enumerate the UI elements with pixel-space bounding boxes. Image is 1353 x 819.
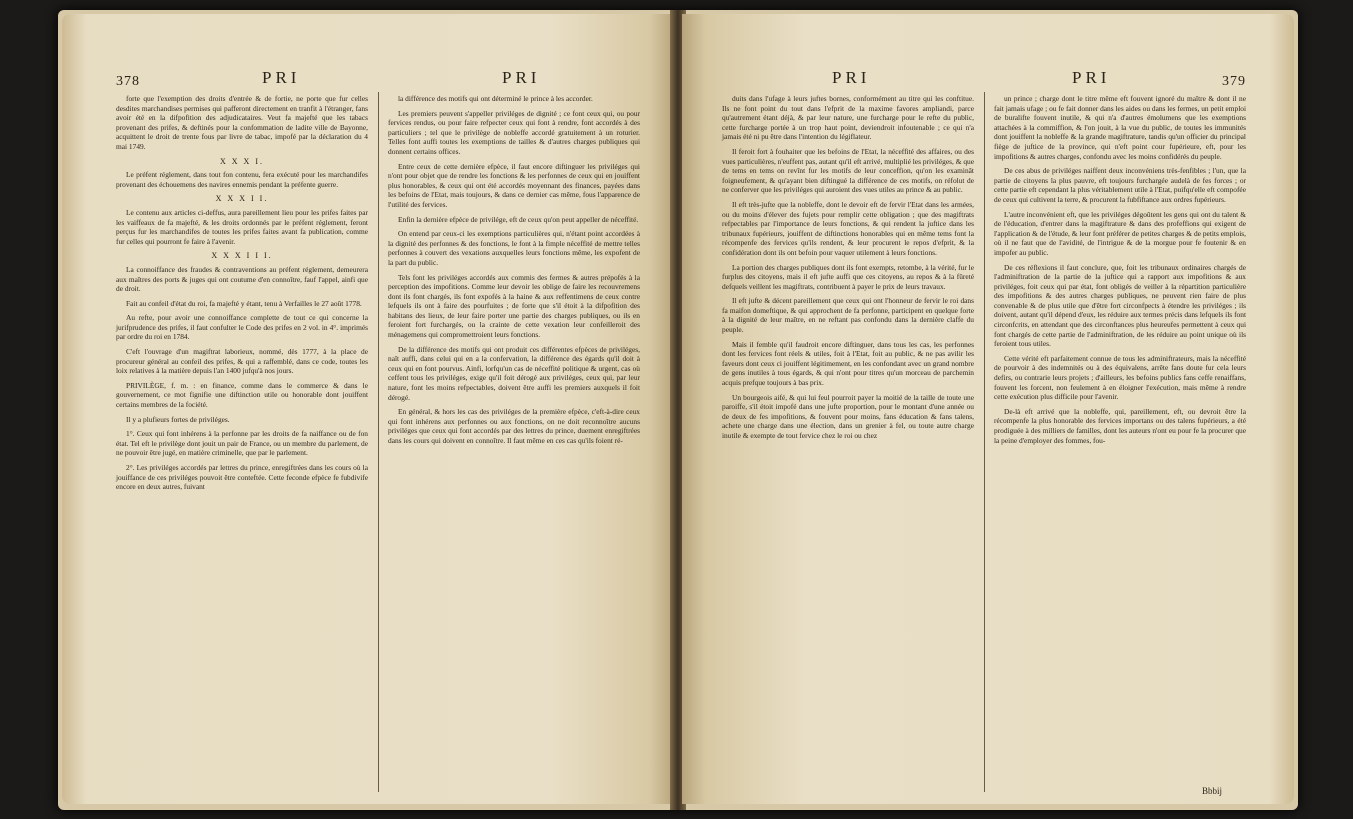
left-page-column-2 <box>388 94 640 451</box>
paragraph: un prince ; charge dont le titre même eft fouvent ignoré du maître & dont il ne fait jamais ufage ; ou fe fait donner dans les aides ou dans les fermes, un petit emploi de buralifte fouvent inutile, & qui n'a d'autres émolumens que les exemptions attachées à la commiffion, & l'on jouit, à la vue du public, de toutes les immunités dont jouiffent la nobleffe & la grande magiftrature, tandis qu'un officier du principal fiège de juftice de la province, qui n'eft point cour fupérieure, eft, pour les impofitions & autres charges, confondu avec les moins confidérés du peuple. <box>994 94 1246 161</box>
paragraph: Le contenu aux articles ci-deffus, aura pareillement lieu pour les prifes faites par les vaiffeaux de fa majefté, & les droits ordonnés par le préfent réglement, feront perçus fur les marchandifes de toutes les prifes faites avant fa publication, comme fur celles qui pourront fe faire à l'avenir. <box>116 207 368 246</box>
paragraph: Il feroit fort à fouhaiter que les befoins de l'Etat, la néceffité des affaires, ou des vues particulières, n'euffent pas, autant qu'il eft arrivé, multiplié les priviléges, & que de tems en tems on revînt fur les motifs de leur conceffion, qu'on les examinât foigneufement, & qu'ayant bien diftingué la différence de ces motifs, on réfolut de ne conferver que les priviléges qui auroient des vues utiles au prince & au public. <box>722 146 974 195</box>
paragraph: Fait au confeil d'état du roi, fa majefté y étant, tenu à Verfailles le 27 août 1778. <box>126 298 362 308</box>
right-page-column-2 <box>994 94 1246 450</box>
running-head-left-col1: PRI <box>262 68 301 87</box>
paragraph: forte que l'exemption des droits d'entrée & de fortie, ne porte que fur celles desdites marchandises permises qui pafferont directement en tranfit à l'étranger, fans avoir été en la difpofition des adjudicataires. Veut fa majefté que les tabacs provenant des prifes, & deftinés pour la confommation de ladite ville de Bayonne, acquittent le droit de trente fous par livre de tabac, impofé par la déclaration du 4 mai 1749. <box>116 94 368 151</box>
right-page-column-1 <box>722 94 974 446</box>
paragraph: Un bourgeois aifé, & qui lui feul pourroit payer la moitié de la taille de toute une paroiffe, s'il étoit impofé dans une jufte proportion, pour le montant d'une année ou de deux de fes impofitions, & fouvent pour moins, fans éducation & fans talens, achete une charge dans une élection, dans un grenier à fel, ou toute autre charge inutile & exempte de tout fervice chez le roi ou chez <box>722 392 974 440</box>
paragraph: La portion des charges publiques dont ils font exempts, retombe, à la vérité, fur le furplus des citoyens, mais il eft jufte auffi que ces citoyens, au repos & à la fûreté defquels veillent les magiftrats, contribuent à payer le prix de leurs travaux. <box>722 262 974 291</box>
paragraph: En général, & hors les cas des priviléges de la première efpèce, c'eft-à-dire ceux qui font inhérens aux perfonnes ou aux fonctions, on ne doit reconnoître aucuns priviléges que ceux qui font accordés par des lettres du prince, duement enregiftrées dans les cours qui doivent en connoître. Il faut même en ces cas qu'ils foient ré- <box>388 407 640 445</box>
page-number-right: 379 <box>1222 74 1246 89</box>
paragraph: Le préfent réglement, dans tout fon contenu, fera exécuté pour les marchandifes provenant des échouemens des navires ennemis pendant la préfente guerre. <box>116 170 368 189</box>
signature-mark: Bbbij <box>1202 786 1223 796</box>
paragraph: Enfin la dernière efpèce de privilége, eft de ceux qu'on peut appeller de néceffité. <box>398 214 639 224</box>
page-number-left: 378 <box>116 74 140 89</box>
paragraph: X X X I I. <box>215 194 269 204</box>
running-head-right-col2: PRI <box>1072 68 1111 87</box>
running-head-right-col1: PRI <box>832 68 871 87</box>
column-rule <box>984 92 985 792</box>
paragraph: Il y a plufieurs fortes de priviléges. <box>126 414 230 424</box>
paragraph: PRIVILÈGE, f. m. : en finance, comme dans le commerce & dans le gouvernement, ce mot fignifie une diftinction utile ou honorable dont jouiffent certains membres de la fociété. <box>116 380 368 410</box>
paragraph: Tels font les priviléges accordés aux commis des fermes & autres prépofés à la perception des impofitions. Comme leur devoir les oblige de faire les recouvremens dont ils font chargés, ils font expofés à la haine & aux reffentimens de ceux contre lefquels ils ont à faire des pourfuites ; de forte que s'il étoit à la difpofition des habitans des lieux, de leur faire porter une partie des charges publiques, ou ils en feroient fort furchargés, ou la crainte de cette vexation leur confeilleroit des ménagemens qui compromettroient leurs fonctions. <box>388 272 640 340</box>
paragraph: Les premiers peuvent s'appeller priviléges de dignité ; ce font ceux qui, ou pour fervices rendus, ou pour faire refpecter ceux qui font à rendre, font accordés à des particuliers ; tel que le privilège de nobleffe accordé gratuitement à un roturier. Telles font auffi toutes les exemptions de tailles & d'autres charges publiques qui donnent certains offices. <box>388 108 640 156</box>
paragraph: Il eft jufte & décent pareillement que ceux qui ont l'honneur de fervir le roi dans fa maifon domeftique, & qui approchent de fa perfonne, participent en quelque forte à la dignité de leur maître, en ne reftant pas confondu dans la dernière claffe du peuple. <box>722 296 974 335</box>
paragraph: 1°. Ceux qui font inhérens à la perfonne par les droits de fa naiffance ou de fon état. Tel eft le privilège dont jouit un pair de France, ou un membre du parlement, de ne pouvoir être jugé, en matière criminelle, que par le parlement. <box>116 429 368 458</box>
paragraph: L'autre inconvénient eft, que les priviléges dégoûtent les gens qui ont du talent & de l'éducation, d'entrer dans la magiftrature & dans des profeffions qui exigent de l'application & de l'étude, & leur font préférer de petites charges & de petits emplois, où il ne faut que de l'avidité, de l'intrigue & de la morgue pour fe foutenir & en impofer au public. <box>994 209 1246 257</box>
paragraph: la différence des motifs qui ont déterminé le prince à les accorder. <box>398 94 593 103</box>
paragraph: duits dans l'ufage à leurs juftes bornes, conformément au titre qui les conftitue. Ils ne font point du tout dans l'efprit de la maxime favores ampliandi, parce qu'autrement étant déjà, & par leur nature, une furcharge pour le refte du public, cette furcharge portée à un trop haut point, deviendroit infoutenable ; ce qui n'a jamais été ni pu être dans l'intention du légiflateur. <box>722 94 974 142</box>
paragraph: De ces réflexions il faut conclure, que, foit les tribunaux ordinaires chargés de l'adminiftration de la partie de la juftice qui a rapport aux impofitions & aux priviléges, foit ceux qui par état, font obligés de veiller à la répartition particulière des impofitions & des autres charges publiques, ne peuvent rien faire de plus convenable & de plus utile que d'être fort circonfpects à étendre les priviléges ; ils doivent, autant qu'il dépend d'eux, les réduire aux termes précis dans lefquels ils font circonfcrits, en attendant que des circonftances plus heureufes permettent à ceux qui font chargés de cette partie de l'adminiftration, de les réduire au point unique où ils feroient tous utiles. <box>994 262 1246 349</box>
running-head-left-col2: PRI <box>502 68 541 87</box>
paragraph: De ces abus de priviléges naiffent deux inconvéniens très-fenfibles ; l'un, que la partie de citoyens la plus pauvre, eft toujours furchargée audelà de fes forces ; or cette partie eft cependant la plus véritablement utile à l'Etat, puifqu'elle eft compofée de ceux qui cultivent la terre, & procurent la fubfiftance aux ordres fupérieurs. <box>994 166 1246 204</box>
left-page <box>62 14 674 804</box>
paragraph: Il eft très-jufte que la nobleffe, dont le devoir eft de fervir l'Etat dans les armées, ou du moins d'élever des fujets pour remplir cette obligation ; que des magiftrats refpectables par l'importance de leurs fonctions, & qui rendent la juftice dans les tribunaux fupérieurs, jouiffent de diftinctions honorables qui en même tems font la récompenfe des fervices qu'ils rendent, & leur procurent le repos d'efprit, & la confidération dont ils ont befoin pour vaquer utilement à leurs fonctions. <box>722 199 974 257</box>
right-page <box>682 14 1294 804</box>
left-page-column-1 <box>116 94 368 497</box>
paragraph: De-là eft arrivé que la nobleffe, qui, pareillement, eft, ou devroit être la récompenfe la plus honorable des fervices importans ou des talens fupérieurs, a été prodiguée à des milliers de familles, dont les auteurs n'ont eu pour fe la procurer que la peine d'employer des fommes, fou- <box>994 406 1246 445</box>
paragraph: Entre ceux de cette dernière efpèce, il faut encore diftinguer les priviléges qui n'ont pour objet que de rendre les fonctions & les perfonnes de ceux qui en jouiffent plus honorables, & ceux qui ont été accordés moyennant des finances, payées dans les befoins de l'Etat, mais toujours, & dans ce dernier cas même, fous l'apparence de l'utilité des fervices. <box>388 161 640 209</box>
paragraph: On entend par ceux-ci les exemptions particulières qui, n'étant point accordées à la dignité des perfonnes & des fonctions, le font à la fimple néceffité de mettre telles perfonnes à couvert des vexations auxquelles leurs fonctions même, les expofent de la part du public. <box>388 229 640 267</box>
paragraph: X X X I. <box>220 156 264 166</box>
paragraph: 2°. Les priviléges accordés par lettres du prince, enregiftrées dans les cours où la jouiffance de ces priviléges pouvoit être conteftée. Cette feconde efpèce fe fubdivife encore en deux autres, fuivant <box>116 463 368 492</box>
paragraph: Mais il femble qu'il faudroit encore diftinguer, dans tous les cas, les perfonnes dont les fervices font réels & utiles, foit à l'Etat, foit au public, & ne pas avilir les faveurs dont ceux ci jouiffent légitimement, en les confondant avec un grand nombre de gens inutiles à tous égards, & qui n'ont pour titres qu'un morceau de parchemin acquis prefque toujours à bas prix. <box>722 339 974 388</box>
paragraph: De la différence des motifs qui ont produit ces différentes efpèces de priviléges, naît auffi, dans celui qui en a la confervation, la différence des égards qu'il doit à ceux qui en font pourvus. Ainfi, lorfqu'un cas de néceffité politique & urgent, cas où ceffent tous les priviléges, exige qu'il foit dérogé aux priviléges, ceux qui, par leur nature, font les moins refpectables, doivent être auffi les premiers auxquels il foit dérogé. <box>388 344 640 402</box>
paragraph: Cette vérité eft parfaitement connue de tous les adminiftrateurs, mais la néceffité de pourvoir à des indemnités ou à des équivalens, arrête fans doute fur cela leurs defirs, ou contrarie leurs projets ; d'ailleurs, les befoins publics fans ceffe renaiffans, fouvent les forcent, non feulement à en éloigner l'exécution, mais même à rendre cette exécution plus difficile pour l'avenir. <box>994 353 1246 402</box>
open-book <box>58 10 1298 810</box>
paragraph: C'eft l'ouvrage d'un magiftrat laborieux, nommé, dès 1777, à la place de procureur général au confeil des prifes, & qui a raffemblé, dans ce code, toutes les loix relatives à la matière depuis l'an 1400 jufqu'à nos jours. <box>116 347 368 376</box>
paragraph: X X X I I I. <box>211 251 273 261</box>
paragraph: Au refte, pour avoir une connoiffance complette de tout ce qui concerne la jurifprudence des prifes, il faut confulter le Code des prifes en 2 vol. in 4°. imprimés par ordre du roi en 1784. <box>116 313 368 342</box>
paragraph: La connoiffance des fraudes & contraventions au préfent réglement, demeurera aux maîtres des ports & juges qui ont coutume d'en connoître, fauf l'appel, ainfi que de droit. <box>116 264 368 294</box>
column-rule <box>378 92 379 792</box>
